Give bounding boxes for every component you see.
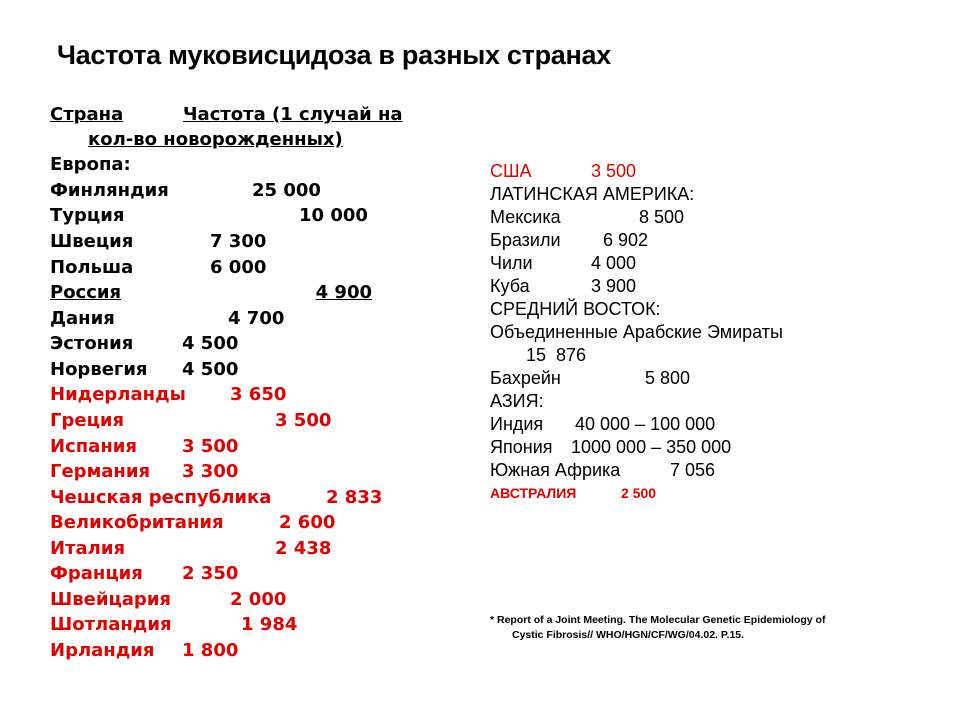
list-item xyxy=(50,384,287,406)
country-name: Испания xyxy=(50,436,137,457)
country-value: 25 000 xyxy=(252,180,321,201)
country-name: Объединенные Арабские Эмираты xyxy=(490,322,783,342)
list-item xyxy=(50,614,298,636)
country-name: Куба xyxy=(490,276,530,296)
country-name: Мексика xyxy=(490,207,561,227)
section-asia: АЗИЯ: xyxy=(490,391,544,411)
country-name: Чешская республика xyxy=(50,487,272,508)
country-name: Польша xyxy=(50,257,134,278)
footnote-line1: * Report of a Joint Meeting. The Molecular Genetic Epidemiology of xyxy=(490,614,826,626)
country-value: 2 600 xyxy=(279,512,336,533)
list-item xyxy=(490,252,637,274)
country-value: 3 900 xyxy=(591,276,637,296)
country-value: 3 650 xyxy=(230,384,287,405)
section-europe: Европа: xyxy=(50,154,131,175)
country-name: Швеция xyxy=(50,231,134,252)
country-value: 2 500 xyxy=(621,485,657,501)
list-item xyxy=(50,640,239,662)
list-item xyxy=(490,482,657,504)
section-middle-east: СРЕДНИЙ ВОСТОК: xyxy=(490,299,661,319)
country-name: Россия xyxy=(50,282,122,303)
country-value: 4 500 xyxy=(182,333,239,354)
country-value: 4 900 xyxy=(315,282,372,303)
country-name: Великобритания xyxy=(50,512,224,533)
list-item xyxy=(490,229,649,251)
list-item xyxy=(490,275,637,297)
country-name: Чили xyxy=(490,253,533,273)
country-name: Турция xyxy=(50,205,125,226)
list-item xyxy=(490,413,716,435)
country-name: Финляндия xyxy=(50,180,169,201)
country-value: 8 500 xyxy=(639,207,685,227)
country-name: Швейцария xyxy=(50,589,171,610)
country-value: 15 876 xyxy=(526,345,587,365)
list-item xyxy=(50,563,239,585)
list-item xyxy=(50,333,239,355)
country-name: АВСТРАЛИЯ xyxy=(490,485,577,501)
list-item xyxy=(490,436,732,458)
country-name: Индия xyxy=(490,414,544,434)
country-name: Норвегия xyxy=(50,359,148,380)
country-value: 7 056 xyxy=(670,460,716,480)
list-item xyxy=(50,589,287,611)
country-value: 10 000 xyxy=(299,205,368,226)
country-name: Бразили xyxy=(490,230,561,250)
country-value: 7 300 xyxy=(210,231,267,252)
country-value: 4 500 xyxy=(182,359,239,380)
footnote xyxy=(490,613,890,643)
list-item xyxy=(50,359,239,381)
country-name: Греция xyxy=(50,410,125,431)
country-name: Япония xyxy=(490,437,553,457)
country-name: Шотландия xyxy=(50,614,172,635)
list-item xyxy=(50,538,332,560)
country-name: Эстония xyxy=(50,333,134,354)
country-value: 3 500 xyxy=(182,436,239,457)
country-name: США xyxy=(490,161,532,181)
section-latin-america: ЛАТИНСКАЯ АМЕРИКА: xyxy=(490,184,695,204)
country-value: 1 800 xyxy=(182,640,239,661)
list-item xyxy=(50,461,239,483)
header-frequency-line1: Частота (1 случай на xyxy=(183,104,403,125)
country-name: Франция xyxy=(50,563,143,584)
country-value: 2 350 xyxy=(182,563,239,584)
list-item xyxy=(50,512,336,534)
country-value: 3 300 xyxy=(182,461,239,482)
list-item xyxy=(50,436,239,458)
country-value: 2 438 xyxy=(275,538,332,559)
country-value: 3 500 xyxy=(591,161,637,181)
list-item xyxy=(50,231,267,253)
list-item xyxy=(50,205,368,227)
country-name: Нидерланды xyxy=(50,384,186,405)
country-value: 1 984 xyxy=(241,614,298,635)
footnote-line2: Cystic Fibrosis// WHO/HGN/CF/WG/04.02. P.15. xyxy=(512,629,745,641)
list-item xyxy=(490,160,637,182)
list-item xyxy=(50,282,372,304)
country-name: Германия xyxy=(50,461,151,482)
country-value: 2 000 xyxy=(230,589,287,610)
country-value: 6 000 xyxy=(210,257,267,278)
list-item xyxy=(50,180,321,202)
country-value: 2 833 xyxy=(326,487,383,508)
header-frequency-line2: кол-во новорожденных) xyxy=(88,129,343,150)
country-value: 40 000 – 100 000 xyxy=(575,414,716,434)
country-value: 4 000 xyxy=(591,253,637,273)
country-value: 4 700 xyxy=(228,308,285,329)
list-item xyxy=(50,257,267,279)
list-item xyxy=(490,367,691,389)
list-item xyxy=(490,206,685,228)
country-value: 5 800 xyxy=(645,368,691,388)
list-item xyxy=(50,308,285,330)
list-item xyxy=(50,487,383,509)
country-name: Бахрейн xyxy=(490,368,561,388)
page-title: Частота муковисцидоза в разных странах xyxy=(57,40,611,70)
country-name: Южная Африка xyxy=(490,460,621,480)
country-value: 1000 000 – 350 000 xyxy=(571,437,732,457)
country-name: Италия xyxy=(50,538,125,559)
list-item xyxy=(490,459,716,481)
country-name: Дания xyxy=(50,308,115,329)
country-name: Ирландия xyxy=(50,640,155,661)
country-value: 6 902 xyxy=(603,230,649,250)
header-country: Страна xyxy=(50,104,124,125)
country-value: 3 500 xyxy=(275,410,332,431)
list-item xyxy=(50,410,332,432)
